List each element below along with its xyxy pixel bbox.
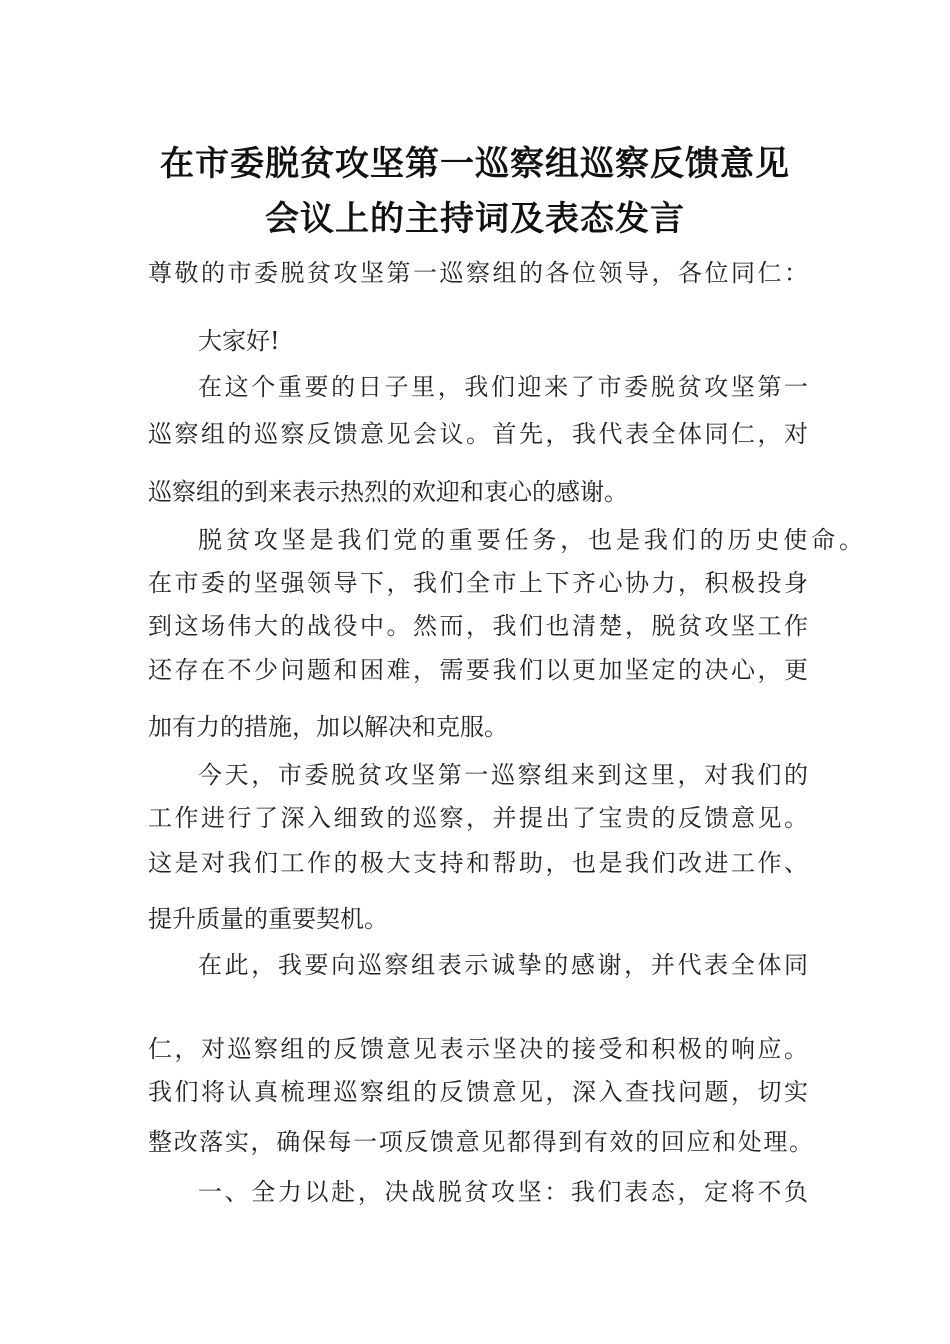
paragraph-line: 今天，市委脱贫攻坚第一巡察组来到这里，对我们的 xyxy=(198,761,808,789)
document-title-line-1: 在市委脱贫攻坚第一巡察组巡察反馈意见 xyxy=(160,144,790,184)
paragraph-line: 在这个重要的日子里，我们迎来了市委脱贫攻坚第一 xyxy=(198,373,808,401)
paragraph-line: 仁，对巡察组的反馈意见表示坚决的接受和积极的响应。 xyxy=(148,1035,808,1063)
document-title-line-2: 会议上的主持词及表态发言 xyxy=(265,199,685,239)
paragraph-line: 在此，我要向巡察组表示诚挚的感谢，并代表全体同 xyxy=(198,951,808,979)
paragraph-line: 提升质量的重要契机。 xyxy=(148,905,388,933)
paragraph-line: 我们将认真梳理巡察组的反馈意见，深入查找问题，切实 xyxy=(148,1078,808,1106)
paragraph-line: 脱贫攻坚是我们党的重要任务，也是我们的历史使命。 xyxy=(198,526,863,554)
greeting: 大家好! xyxy=(198,327,280,355)
paragraph-line: 巡察组的巡察反馈意见会议。首先，我代表全体同仁，对 xyxy=(148,420,808,448)
paragraph-line: 工作进行了深入细致的巡察，并提出了宝贵的反馈意见。 xyxy=(148,804,808,832)
salutation: 尊敬的市委脱贫攻坚第一巡察组的各位领导，各位同仁： xyxy=(148,259,808,287)
paragraph-line: 整改落实，确保每一项反馈意见都得到有效的回应和处理。 xyxy=(148,1128,813,1156)
paragraph-line: 还存在不少问题和困难，需要我们以更加坚定的决心，更 xyxy=(148,656,808,684)
paragraph-line: 到这场伟大的战役中。然而，我们也清楚，脱贫攻坚工作 xyxy=(148,612,808,640)
paragraph-line: 加有力的措施，加以解决和克服。 xyxy=(148,713,508,741)
paragraph-line: 巡察组的到来表示热烈的欢迎和衷心的感谢。 xyxy=(148,478,628,506)
paragraph-line: 一、全力以赴，决战脱贫攻坚：我们表态，定将不负 xyxy=(198,1178,808,1206)
paragraph-line: 这是对我们工作的极大支持和帮助，也是我们改进工作、 xyxy=(148,849,808,877)
paragraph-line: 在市委的坚强领导下，我们全市上下齐心协力，积极投身 xyxy=(148,569,808,597)
